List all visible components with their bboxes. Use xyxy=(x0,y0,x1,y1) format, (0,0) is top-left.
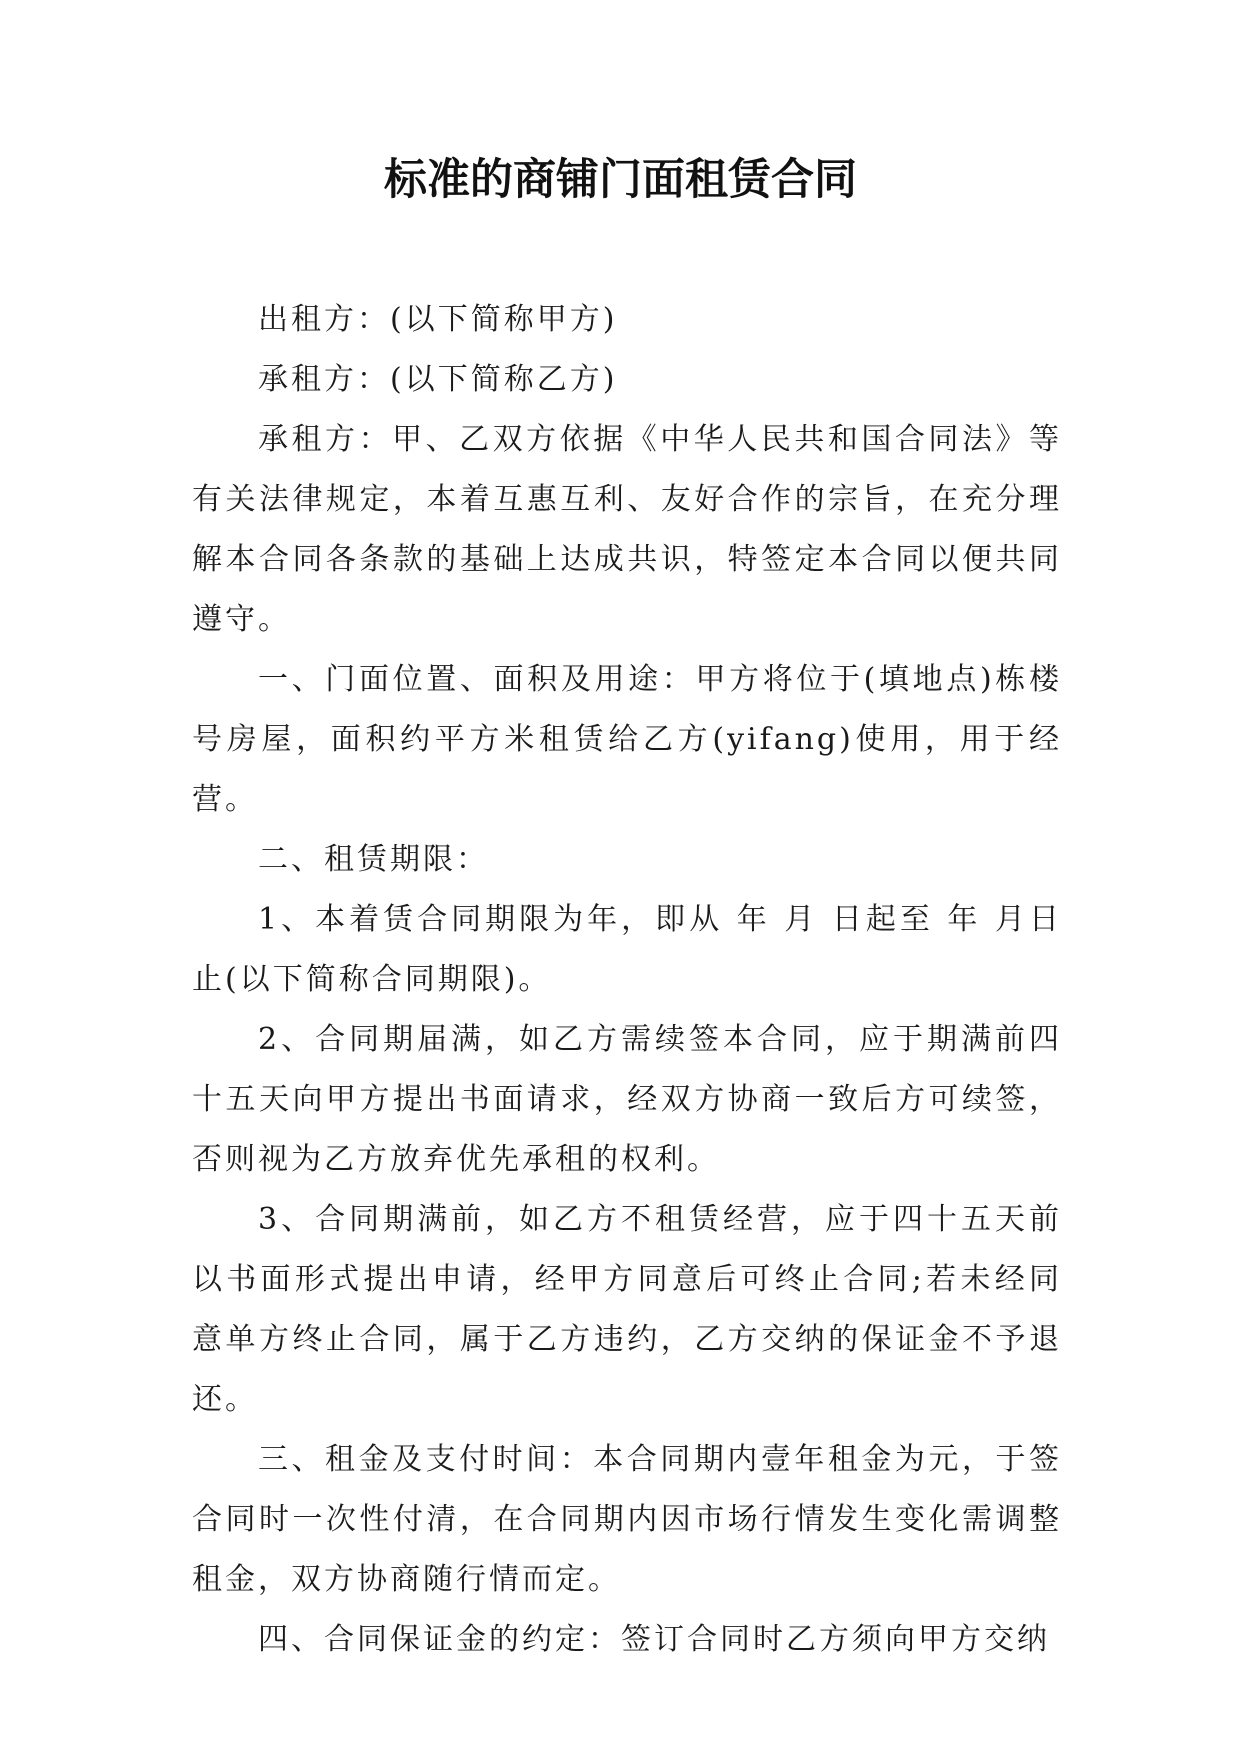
paragraph-lessor: 出租方：(以下简称甲方) xyxy=(258,302,618,337)
paragraph-clause-2-item-2: 2、合同期届满，如乙方需续签本合同，应于期满前四十五天向甲方提出书面请求，经双方协商一致后方可续签，否则视为乙方放弃优先承租的权利。 xyxy=(192,1022,1062,1177)
document-body xyxy=(192,290,1062,1670)
paragraph-clause-1-location: 一、门面位置、面积及用途：甲方将位于(填地点)栋楼号房屋，面积约平方米租赁给乙方(yifang)使用，用于经营。 xyxy=(192,662,1062,817)
paragraph-clause-2-item-1: 1、本着赁合同期限为年，即从 年 月 日起至 年 月日止(以下简称合同期限)。 xyxy=(192,902,1062,997)
paragraph-clause-4-deposit: 四、合同保证金的约定：签订合同时乙方须向甲方交纳 xyxy=(258,1622,1050,1657)
paragraph-clause-2-term: 二、租赁期限： xyxy=(258,842,489,877)
paragraph-preamble: 承租方：甲、乙双方依据《中华人民共和国合同法》等有关法律规定，本着互惠互利、友好合作的宗旨，在充分理解本合同各条款的基础上达成共识，特签定本合同以便共同遵守。 xyxy=(192,422,1062,637)
paragraph-lessee: 承租方：(以下简称乙方) xyxy=(258,362,618,397)
document-title: 标准的商铺门面租赁合同 xyxy=(384,155,857,205)
paragraph-clause-3-rent: 三、租金及支付时间：本合同期内壹年租金为元，于签合同时一次性付清，在合同期内因市场行情发生变化需调整租金，双方协商随行情而定。 xyxy=(192,1442,1062,1597)
paragraph-clause-2-item-3: 3、合同期满前，如乙方不租赁经营，应于四十五天前以书面形式提出申请，经甲方同意后可终止合同;若未经同意单方终止合同，属于乙方违约，乙方交纳的保证金不予退还。 xyxy=(192,1202,1062,1417)
